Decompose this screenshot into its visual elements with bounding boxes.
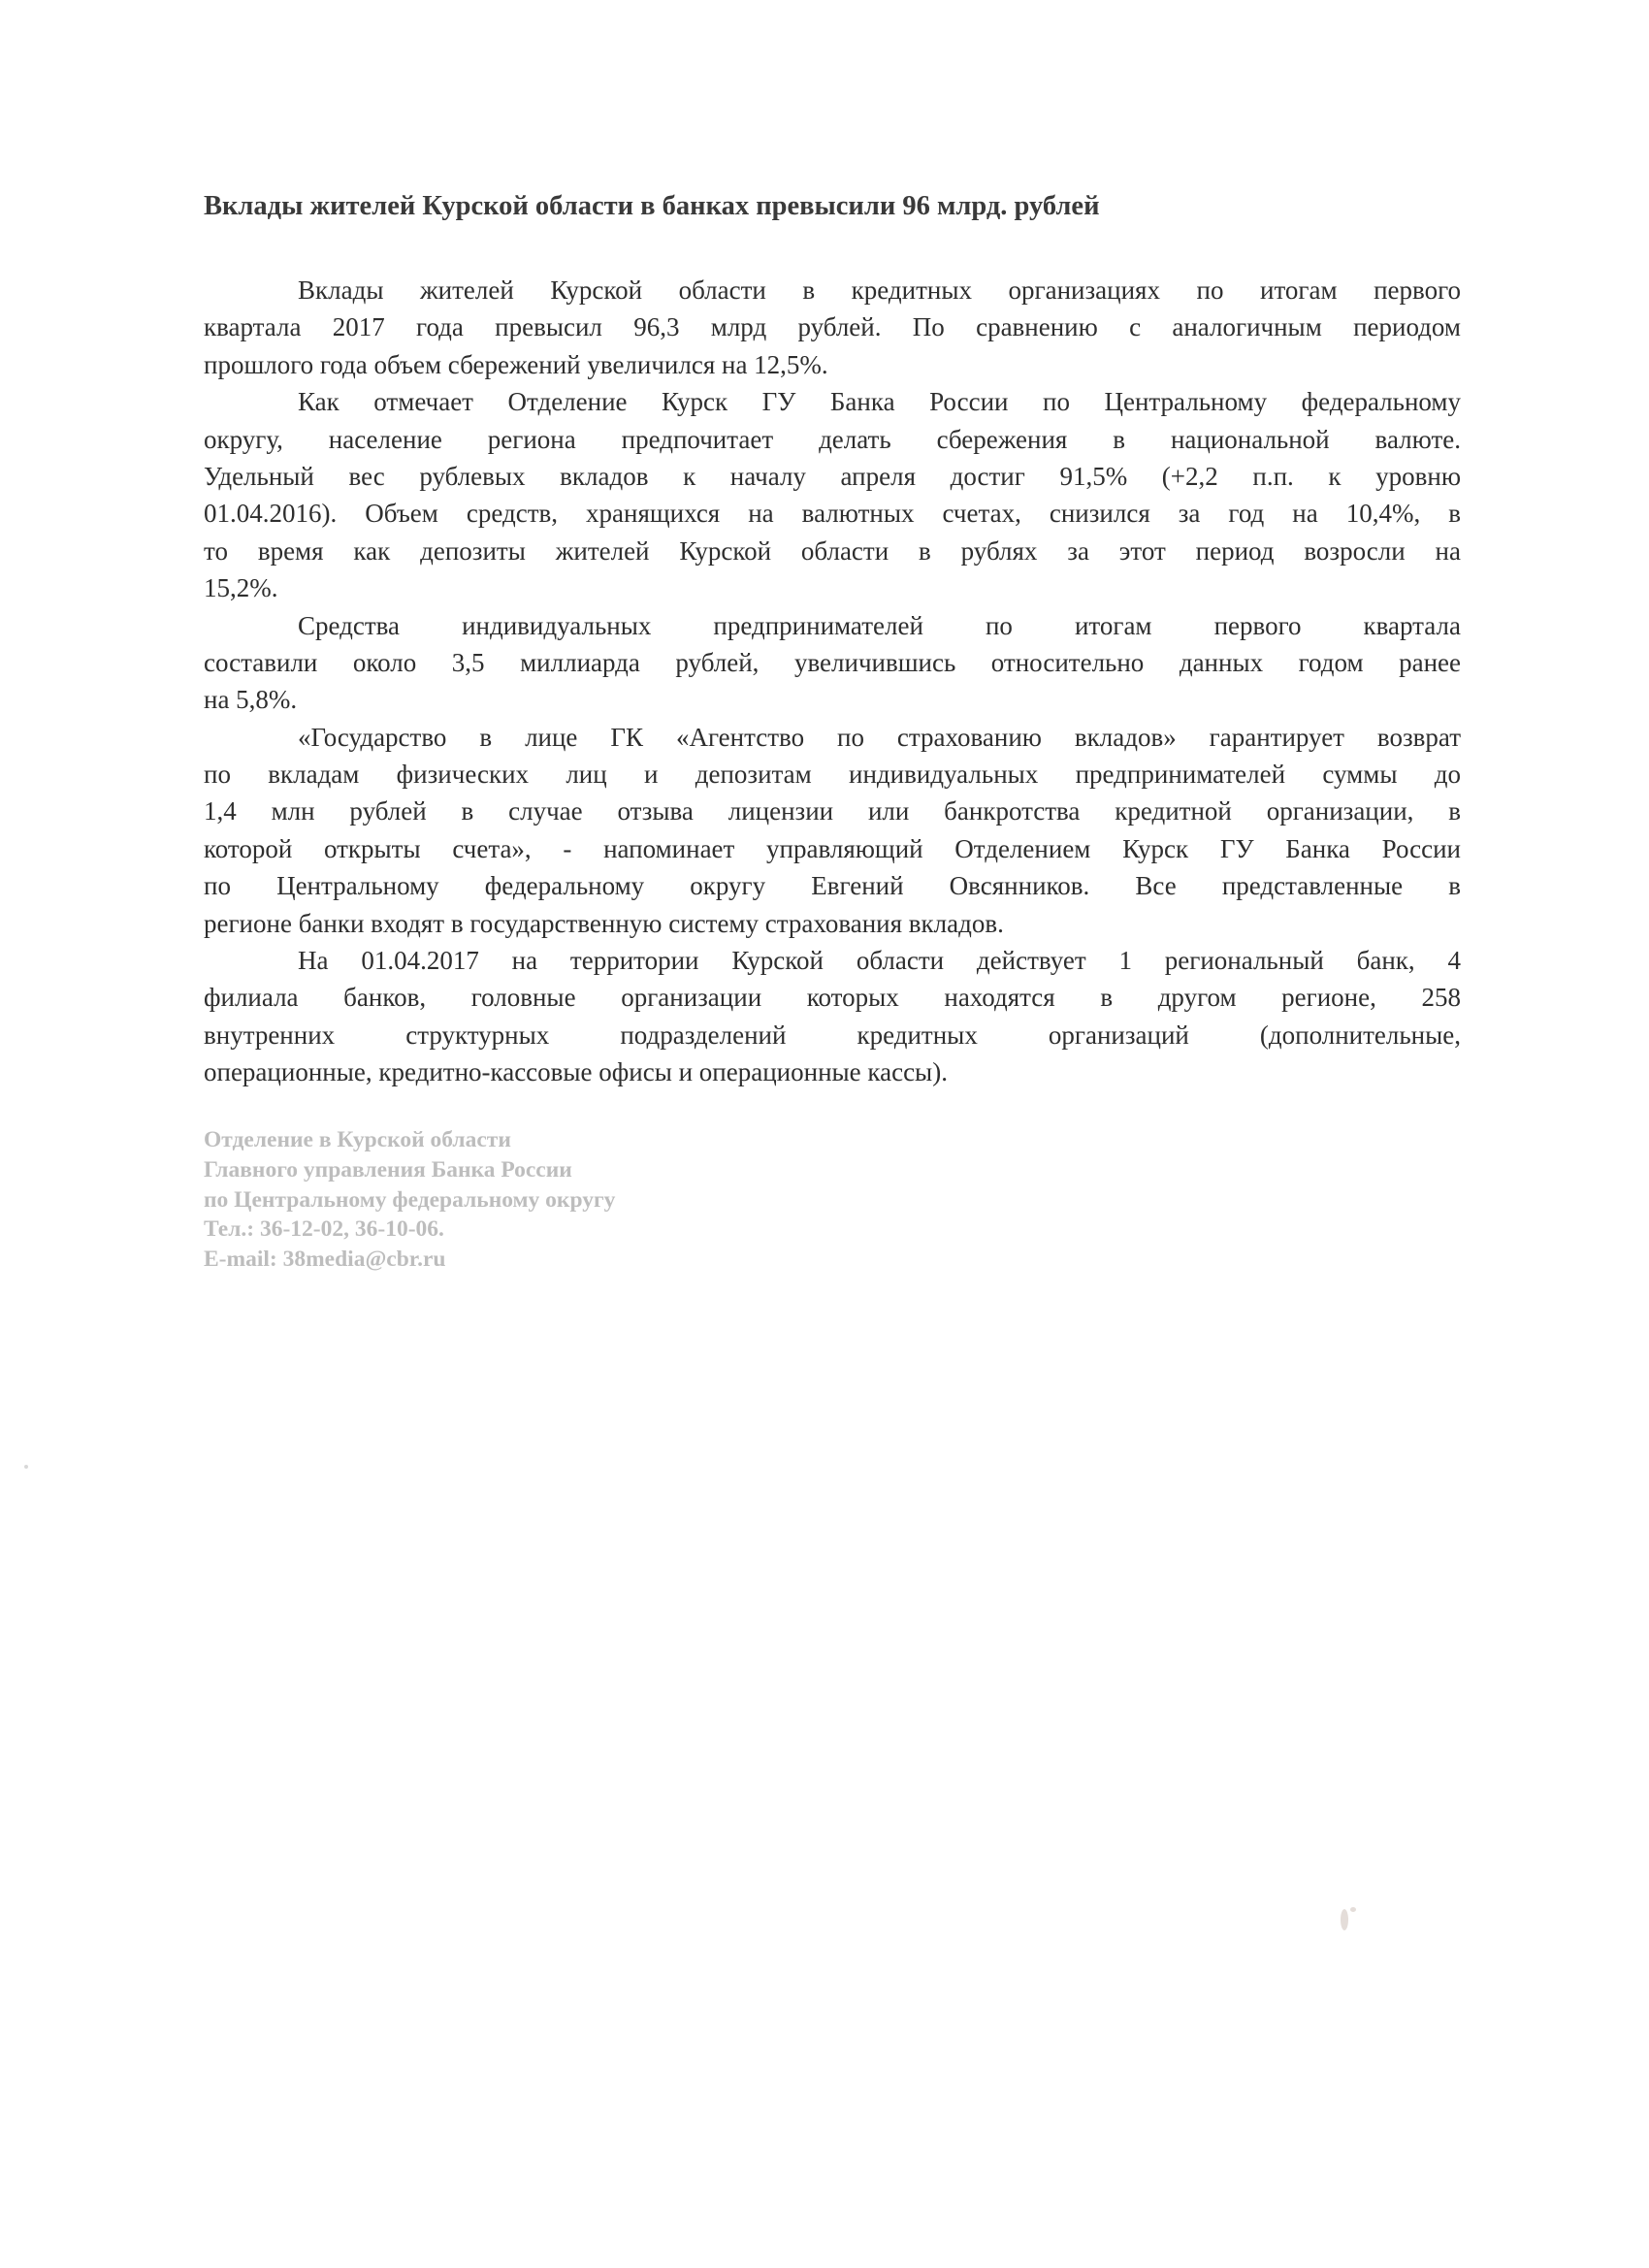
text-line: по Центральному федеральному округу Евгений Овсянников. Все представленные в — [204, 871, 1461, 901]
paragraph-2 — [204, 383, 1461, 606]
scan-speck — [1341, 1909, 1348, 1930]
document-body — [204, 272, 1461, 1091]
footer-phone: Тел.: 36-12-02, 36-10-06. — [204, 1216, 444, 1243]
text-line: которой открыты счета», - напоминает управляющий Отделением Курск ГУ Банка России — [204, 833, 1461, 863]
text-line: 1,4 млн рублей в случае отзыва лицензии или банкротства кредитной организации, в — [204, 796, 1461, 826]
text-line: Средства индивидуальных предпринимателей по итогам первого квартала — [298, 610, 1461, 640]
footer-org-line: по Центральному федеральному округу — [204, 1186, 616, 1213]
paragraph-1 — [204, 272, 1461, 383]
text-line: На 01.04.2017 на территории Курской области действует 1 региональный банк, 4 — [298, 946, 1461, 976]
scan-speck — [1350, 1907, 1356, 1912]
text-line: регионе банки входят в государственную систему страхования вкладов. — [204, 908, 1004, 938]
document-title: Вклады жителей Курской области в банках превысили 96 млрд. рублей — [204, 191, 1100, 221]
contact-footer — [204, 1125, 615, 1275]
text-line: квартала 2017 года превысил 96,3 млрд рублей. По сравнению с аналогичным периодом — [204, 312, 1461, 342]
text-line: внутренних структурных подразделений кредитных организаций (дополнительные, — [204, 1020, 1461, 1050]
text-line: по вкладам физических лиц и депозитам индивидуальных предпринимателей суммы до — [204, 760, 1461, 790]
text-line: прошлого года объем сбережений увеличился на 12,5%. — [204, 349, 828, 379]
footer-email: E-mail: 38media@cbr.ru — [204, 1247, 446, 1273]
text-line: Как отмечает Отделение Курск ГУ Банка России по Центральному федеральному — [298, 387, 1461, 417]
text-line: Вклады жителей Курской области в кредитных организациях по итогам первого — [298, 275, 1461, 305]
text-line: «Государство в лице ГК «Агентство по страхованию вкладов» гарантирует возврат — [298, 722, 1461, 752]
text-line: то время как депозиты жителей Курской области в рублях за этот период возросли на — [204, 535, 1461, 566]
text-line: округу, население региона предпочитает делать сбережения в национальной валюте. — [204, 424, 1461, 454]
text-line: составили около 3,5 миллиарда рублей, увеличившись относительно данных годом ранее — [204, 647, 1461, 677]
text-line: 01.04.2016). Объем средств, хранящихся на валютных счетах, снизился за год на 10,4%, в — [204, 499, 1461, 529]
scan-speck — [24, 1465, 28, 1469]
paragraph-5 — [204, 942, 1461, 1091]
text-line: операционные, кредитно-кассовые офисы и операционные кассы). — [204, 1057, 948, 1087]
text-line: филиала банков, головные организации которых находятся в другом регионе, 258 — [204, 983, 1461, 1013]
text-line: Удельный вес рублевых вкладов к началу апреля достиг 91,5% (+2,2 п.п. к уровню — [204, 461, 1461, 491]
paragraph-3 — [204, 607, 1461, 719]
text-line: на 5,8%. — [204, 685, 298, 715]
paragraph-4 — [204, 719, 1461, 942]
footer-org-line: Отделение в Курской области — [204, 1127, 511, 1152]
footer-org-line: Главного управления Банка России — [204, 1156, 572, 1183]
text-line: 15,2%. — [204, 573, 278, 603]
